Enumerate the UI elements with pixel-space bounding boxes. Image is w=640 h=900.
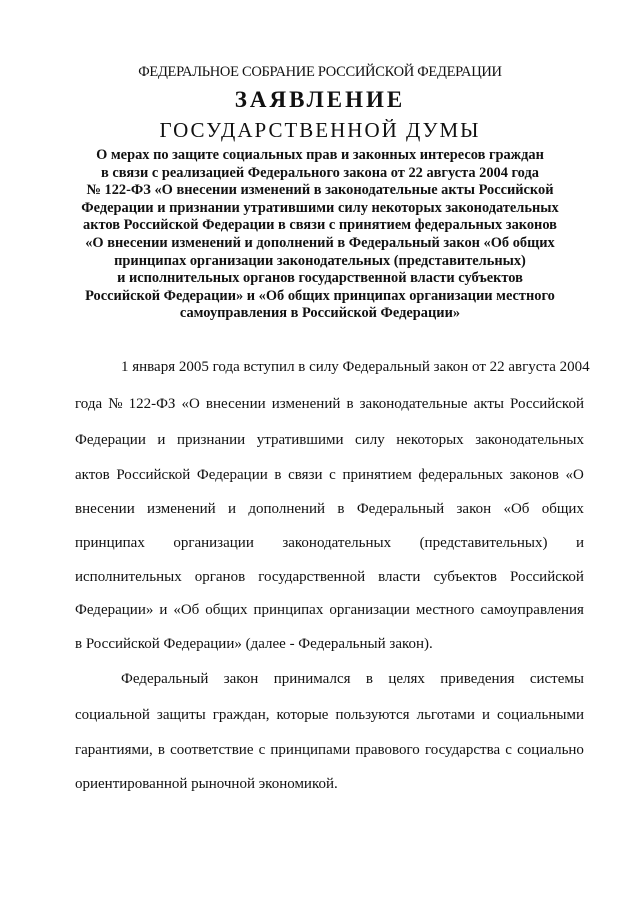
heading-line: в связи с реализацией Федерального закона от 22 августа 2004 года bbox=[101, 164, 539, 181]
heading-line: актов Российской Федерации в связи с принятием федеральных законов bbox=[83, 217, 557, 234]
document-heading bbox=[60, 147, 580, 323]
paragraph-1-line: Федерации» и «Об общих принципах организации местного самоуправления bbox=[75, 602, 584, 618]
paragraph-2-line: Федеральный закон принимался в целях приведения системы bbox=[121, 671, 584, 687]
paragraph-1-line: принципах организации законодательных (представительных) и bbox=[75, 535, 584, 551]
paragraph-1-line: года № 122-ФЗ «О внесении изменений в законодательные акты Российской bbox=[75, 396, 584, 412]
paragraph-1-line: исполнительных органов государственной власти субъектов Российской bbox=[75, 569, 584, 585]
paragraph-2-line: гарантиями, в соответствие с принципами правового государства с социально bbox=[75, 742, 584, 758]
heading-line: самоуправления в Российской Федерации» bbox=[179, 305, 461, 322]
paragraph-2-line: социальной защиты граждан, которые пользуются льготами и социальными bbox=[75, 707, 584, 723]
heading-line: О мерах по защите социальных прав и законных интересов граждан bbox=[96, 147, 544, 163]
paragraph-1-line: в Российской Федерации» (далее - Федеральный закон). bbox=[75, 636, 433, 652]
heading-line: № 122-ФЗ «О внесении изменений в законодательные акты Российской bbox=[86, 182, 554, 199]
paragraph-1-line: внесении изменений и дополнений в Федеральный закон «Об общих bbox=[75, 501, 584, 517]
heading-line: Федерации и признании утратившими силу некоторых законодательных bbox=[81, 199, 559, 216]
heading-line: «О внесении изменений и дополнений в Федеральный закон «Об общих bbox=[85, 234, 555, 251]
organization-header: ФЕДЕРАЛЬНОЕ СОБРАНИЕ РОССИЙСКОЙ ФЕДЕРАЦИИ bbox=[138, 64, 502, 80]
paragraph-1-line: Федерации и признании утратившими силу некоторых законодательных bbox=[75, 432, 584, 448]
document-title: ЗАЯВЛЕНИЕ bbox=[234, 87, 406, 112]
heading-line: Российской Федерации» и «Об общих принципах организации местного bbox=[85, 287, 555, 304]
heading-line: и исполнительных органов государственной власти субъектов bbox=[117, 270, 523, 287]
heading-line: принципах организации законодательных (представительных) bbox=[114, 252, 526, 269]
paragraph-1-line: актов Российской Федерации в связи с принятием федеральных законов «О bbox=[75, 467, 584, 483]
document-subtitle: ГОСУДАРСТВЕННОЙ ДУМЫ bbox=[159, 118, 481, 142]
paragraph-1-line: 1 января 2005 года вступил в силу Федеральный закон от 22 августа 2004 bbox=[121, 359, 590, 375]
paragraph-2-line: ориентированной рыночной экономикой. bbox=[75, 776, 338, 792]
